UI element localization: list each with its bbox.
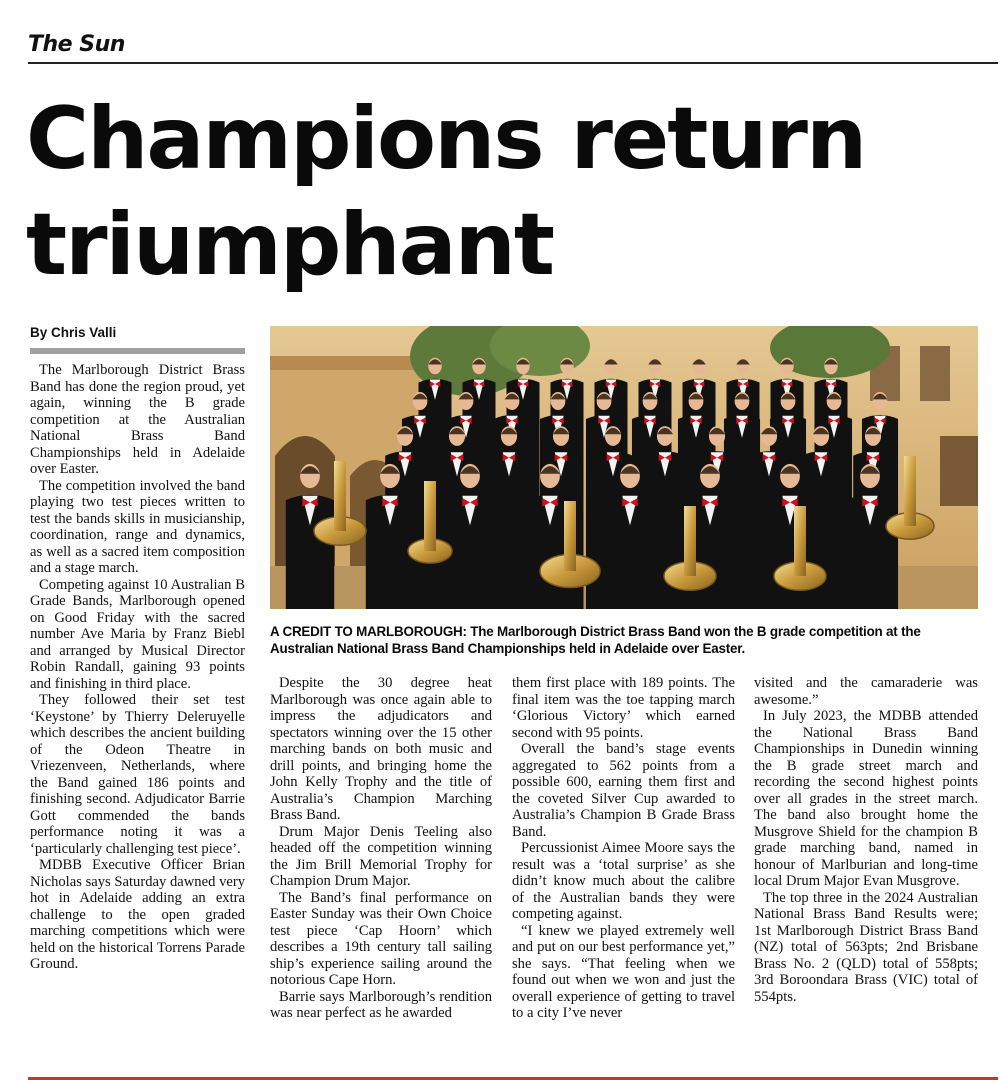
photo-caption: A CREDIT TO MARLBOROUGH: The Marlborough District Brass Band won the B grade competition at the Australian National Brass Band Championships held in Adelaide over Easter. (270, 624, 921, 656)
paragraph: They followed their set test ‘Keystone’ by Thierry Deleruyelle which describes the ancient building of the Odeon Theatre in Vriezenveen, Netherlands, where the Band gained 186 points and finishing second. Adjudicator Barrie Gott commended the bands performance noting it was a ‘particularly challenging test piece’. (30, 692, 245, 857)
paragraph: Barrie says Marlborough’s rendition was near perfect as he awarded (270, 988, 492, 1021)
paragraph: The Marlborough District Brass Band has done the region proud, yet again, winning the B grade competition at the Australian National Brass Band Championships held in Adelaide over Easter. (30, 362, 245, 477)
article-column-3 (512, 675, 735, 1022)
byline-rule (30, 348, 245, 354)
masthead-rule (28, 62, 998, 64)
paragraph: Percussionist Aimee Moore says the result was a ‘total surprise’ as she didn’t know much about the calibre of the Australian bands they were competing against. (512, 840, 735, 922)
paragraph: them first place with 189 points. The final item was the toe tapping march ‘Glorious Victory’ which earned second with 95 points. (512, 675, 735, 741)
paragraph: Competing against 10 Australian B Grade Bands, Marlborough opened on Good Friday with the sacred number Ave Maria by Franz Biebl and arranged by Musical Director Robin Randall, gaining 93 points and finishing in third place. (30, 576, 245, 692)
band-photo (270, 326, 978, 609)
publication-masthead: The Sun (28, 32, 125, 57)
article-column-2 (270, 675, 492, 1022)
headline: Champions return triumphant (26, 89, 866, 295)
paragraph: The competition involved the band playing two test pieces written to test the bands skills in musicianship, coordination, range and dynamics, as well as a sacred item composition and a stage march. (30, 477, 245, 576)
paragraph: Despite the 30 degree heat Marlborough was once again able to impress the adjudicators and spectators winning over the 15 other marching bands on both music and drill points, and bringing home the John Kelly Trophy and the title of Australia’s Champion Marching Brass Band. (270, 675, 492, 823)
paragraph: Overall the band’s stage events aggregated to 562 points from a possible 600, earning them first and the coveted Silver Cup awarded to Australia’s Champion B Grade Brass Band. (512, 741, 735, 840)
paragraph: The top three in the 2024 Australian National Brass Band Results were; 1st Marlborough District Brass Band (NZ) total of 563pts; 2nd Brisbane Brass No. 2 (QLD) total of 558pts; 3rd Boroondara Brass (VIC) total of 554pts. (754, 889, 978, 1005)
paragraph: MDBB Executive Officer Brian Nicholas says Saturday dawned very hot in Adelaide adding an extra challenge to the open graded marching competitions which were held on the historical Torrens Parade Ground. (30, 857, 245, 972)
article-column-4 (754, 675, 978, 1005)
paragraph: In July 2023, the MDBB attended the National Brass Band Championships in Dunedin winning the B grade street march and recording the second highest points over all grades in the street march. The band also brought home the Musgrove Shield for the champion B grade marching band, named in honour of Marlburian and long-time local Drum Major Evan Musgrove. (754, 708, 978, 889)
paragraph: The Band’s final performance on Easter Sunday was their Own Choice test piece ‘Cap Hoorn’ which describes a 19th century tall sailing ship’s experience sailing around the notorious Cape Horn. (270, 889, 492, 988)
paragraph: “I knew we played extremely well and put on our best performance yet,” she says. “That feeling when we found out when we won and just the overall experience of getting to travel to a city I’ve never (512, 922, 735, 1021)
byline: By Chris Valli (30, 325, 117, 340)
paragraph: Drum Major Denis Teeling also headed off the competition winning the Jim Brill Memorial Trophy for Champion Drum Major. (270, 823, 492, 889)
paragraph: visited and the camaraderie was awesome.” (754, 675, 978, 708)
article-column-1 (30, 362, 245, 973)
